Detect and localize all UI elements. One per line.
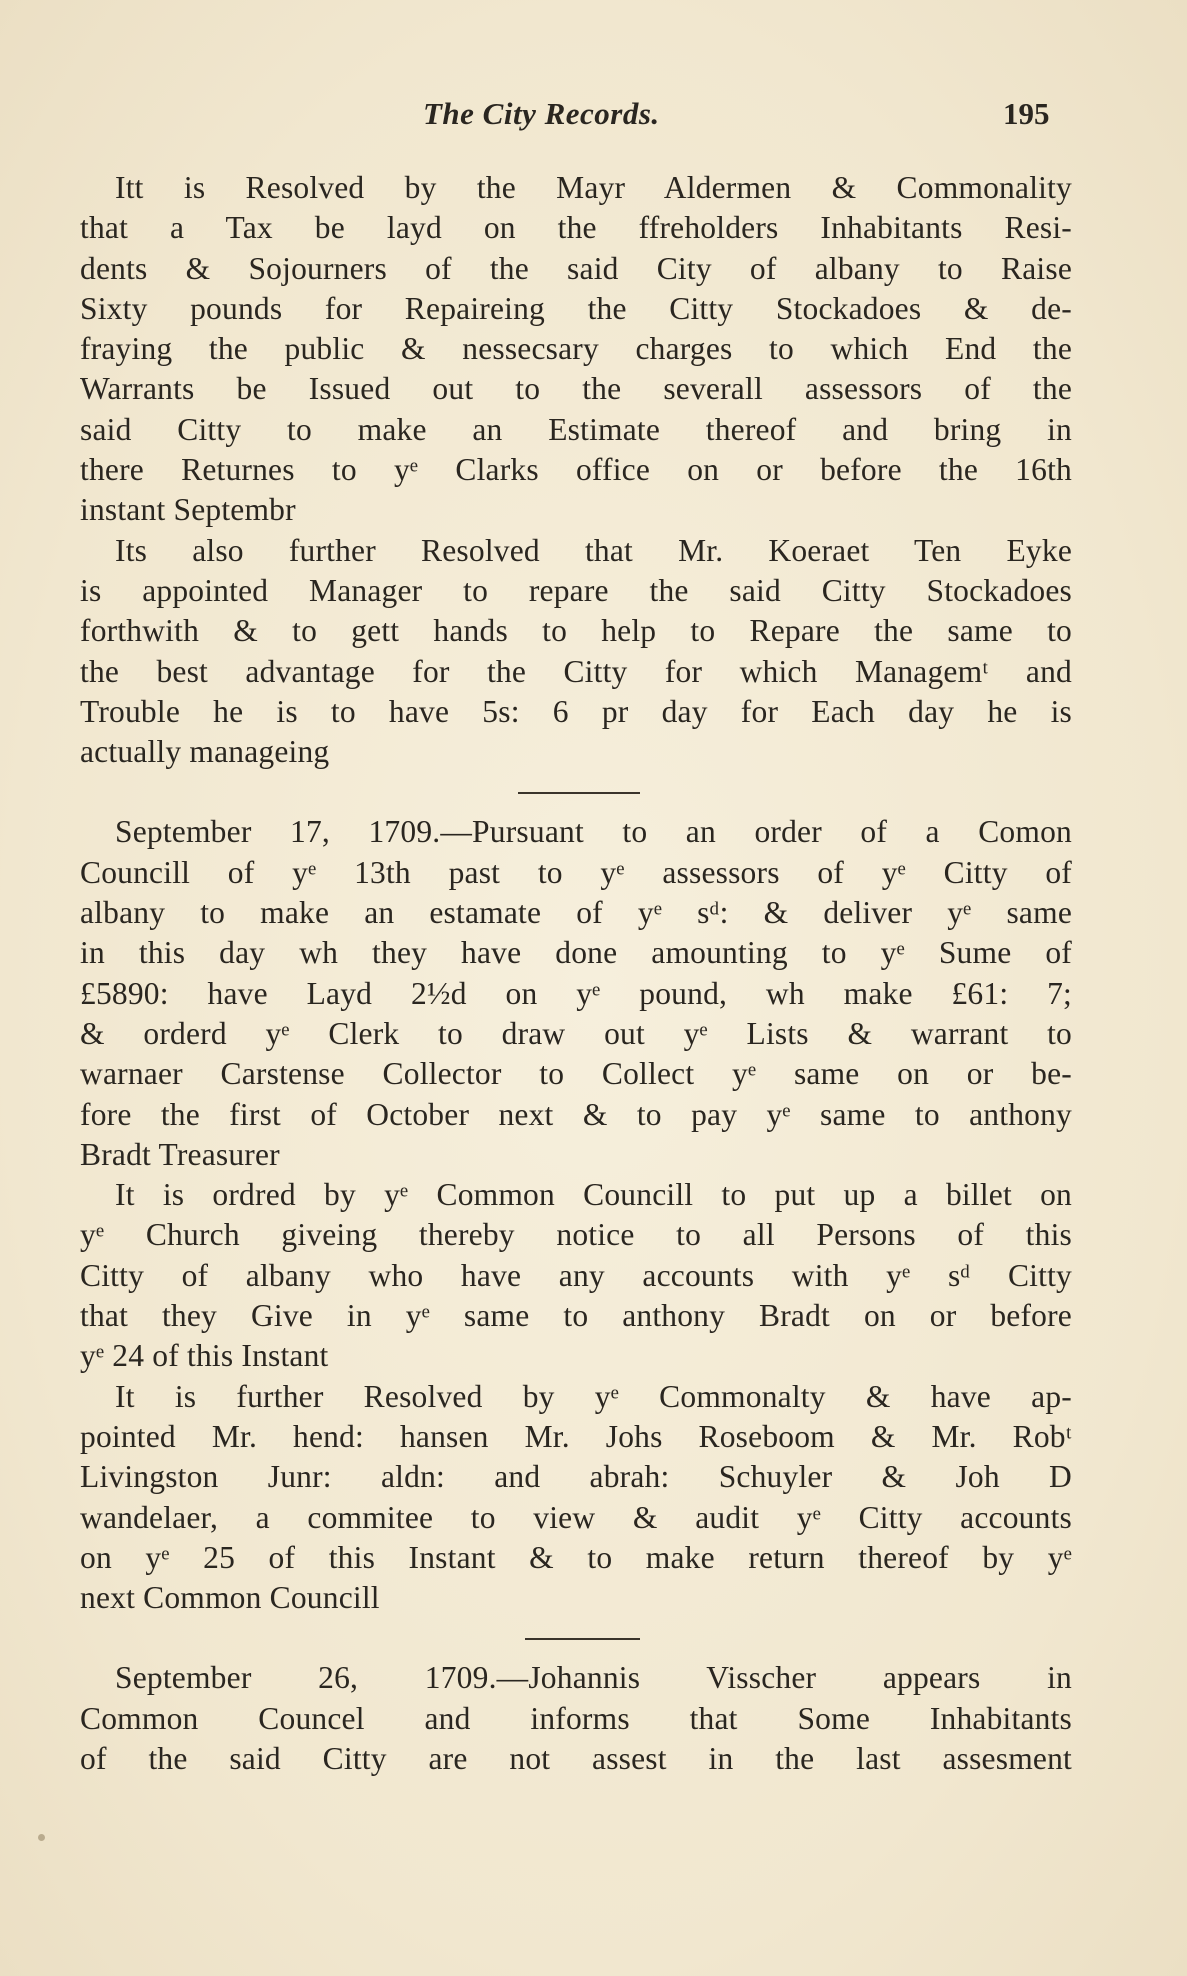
text-line: is appointed Manager to repare the said Citty Stockadoes [80,572,1072,608]
body-text [80,168,1072,1779]
text-line: It is further Resolved by yᵉ Commonalty & have ap- [115,1378,1072,1414]
page-number: 195 [1003,96,1050,131]
divider-line [525,1638,640,1640]
section-divider [80,772,1072,812]
text-line: Citty of albany who have any accounts with yᵉ sᵈ Citty [80,1257,1072,1293]
divider-line [518,792,640,794]
text-line: September 17, 1709.—Pursuant to an order of a Comon [115,814,1072,850]
text-line: the best advantage for the Citty for which Managemᵗ and [80,653,1072,689]
text-line: Common Councel and informs that Some Inhabitants [80,1700,1072,1736]
text-line: Its also further Resolved that Mr. Koeraet Ten Eyke [115,532,1072,568]
text-line: yᵉ 24 of this Instant [80,1338,329,1374]
text-line: forthwith & to gett hands to help to Repare the same to [80,613,1072,649]
text-line: that they Give in yᵉ same to anthony Bradt on or before [80,1298,1072,1334]
text-line: Livingston Junr: aldn: and abrah: Schuyler & Joh D [80,1459,1072,1495]
text-line: in this day wh they have done amounting to yᵉ Sume of [80,935,1072,971]
text-line: next Common Councill [80,1580,380,1616]
text-line: Councill of yᵉ 13th past to yᵉ assessors of yᵉ Citty of [80,854,1072,890]
text-line: there Returnes to yᵉ Clarks office on or before the 16th [80,452,1072,488]
text-line: Warrants be Issued out to the severall assessors of the [80,371,1072,407]
paper-speck [38,1834,45,1841]
text-line: albany to make an estamate of yᵉ sᵈ: & deliver yᵉ same [80,895,1072,931]
text-line: dents & Sojourners of the said City of albany to Raise [80,250,1072,286]
text-line: fore the first of October next & to pay yᵉ same to anthony [80,1096,1072,1132]
running-header [0,96,1187,140]
text-line: actually manageing [80,734,330,770]
running-title: The City Records. [423,96,660,131]
text-line: Itt is Resolved by the Mayr Aldermen & Commonality [115,170,1072,205]
text-line: Trouble he is to have 5s: 6 pr day for Each day he is [80,693,1072,729]
text-line: It is ordred by yᵉ Common Councill to put up a billet on [115,1177,1072,1213]
text-line: Sixty pounds for Repaireing the Citty Stockadoes & de- [80,290,1072,326]
text-line: September 26, 1709.—Johannis Visscher appears in [115,1660,1072,1696]
text-line: yᵉ Church giveing thereby notice to all Persons of this [80,1217,1072,1253]
text-line: instant Septembr [80,492,296,528]
text-line: & orderd yᵉ Clerk to draw out yᵉ Lists & warrant to [80,1015,1072,1051]
text-line: of the said Citty are not assest in the last assesment [80,1740,1072,1776]
text-line: on yᵉ 25 of this Instant & to make return thereof by yᵉ [80,1539,1072,1575]
text-line: said Citty to make an Estimate thereof and bring in [80,411,1072,447]
text-line: Bradt Treasurer [80,1136,280,1172]
text-line: £5890: have Layd 2½d on yᵉ pound, wh make £61: 7; [80,975,1072,1011]
text-line: fraying the public & nessecsary charges to which End the [80,331,1072,367]
text-line: warnaer Carstense Collector to Collect yᵉ same on or be- [80,1056,1072,1092]
text-line: wandelaer, a commitee to view & audit yᵉ Citty accounts [80,1499,1072,1535]
text-line: that a Tax be layd on the ffreholders Inhabitants Resi- [80,210,1072,246]
text-line: pointed Mr. hend: hansen Mr. Johs Roseboom & Mr. Robᵗ [80,1418,1072,1454]
section-divider [80,1618,1072,1658]
